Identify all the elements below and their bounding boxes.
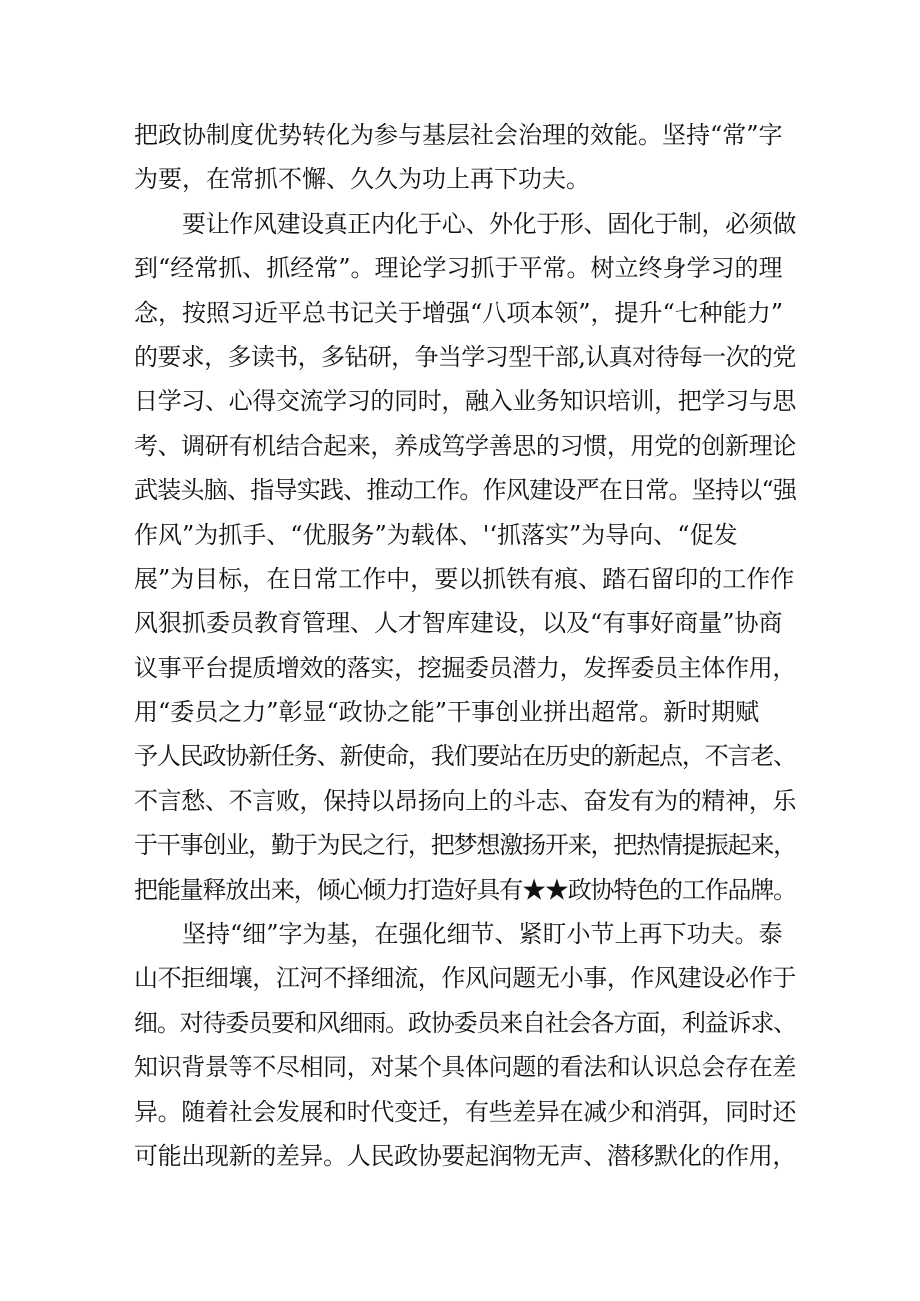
text-line: 山不拒细壤，江河不择细流，作风问题无小事，作风建设必作于 [134, 964, 796, 993]
text-line: 知识背景等不尽相同，对某个具体问题的看法和认识总会存在差 [134, 1053, 796, 1082]
text-line: 坚持“细”字为基，在强化细节、紧盯小节上再下功夫。泰 [182, 920, 783, 949]
text-line: 予人民政协新任务、新使命，我们要站在历史的新起点，不言老、 [134, 742, 796, 771]
body-text [134, 113, 796, 1178]
text-line: 把能量释放出来，倾心倾力打造好具有★★政协特色的工作品牌。 [134, 875, 796, 904]
text-line: 把政协制度优势转化为参与基层社会治理的效能。坚持“常”字 [134, 121, 783, 149]
text-line: 风狠抓委员教育管理、人才智库建设，以及“有事好商量”协商 [134, 609, 783, 638]
text-line: 议事平台提质增效的落实，挖掘委员潜力，发挥委员主体作用， [134, 653, 796, 682]
text-line: 用“委员之力”彰显“政协之能”干事创业拼出超常。新时期赋 [134, 698, 760, 727]
text-line: 细。对待委员要和风细雨。政协委员来自社会各方面，利益诉求、 [134, 1008, 796, 1037]
text-line: 的要求，多读书，多钻研，争当学习型干部,认真对待每一次的党 [134, 342, 796, 371]
text-line: 展”为目标，在日常工作中，要以抓铁有痕、踏石留印的工作作 [134, 564, 795, 593]
text-line: 异。随着社会发展和时代变迁，有些差异在减少和消弭，同时还 [134, 1097, 796, 1126]
text-line: 考、调研有机结合起来，养成笃学善思的习惯，用党的创新理论 [134, 431, 796, 460]
text-line: 为要，在常抓不懈、久久为功上再下功夫。 [134, 165, 590, 194]
text-line: 武装头脑、指导实践、推动工作。作风建设严在日常。坚持以“强 [134, 476, 797, 505]
text-line: 到“经常抓、抓经常”。理论学习抓于平常。树立终身学习的理 [134, 254, 783, 283]
text-line: 要让作风建设真正内化于心、外化于形、固化于制，必须做 [182, 209, 796, 238]
text-line: 念，按照习近平总书记关于增强“八项本领”，提升“七种能力” [134, 298, 784, 327]
text-line: 日学习、心得交流学习的同时，融入业务知识培训，把学习与思 [134, 387, 796, 416]
text-line: 作风”为抓手、“优服务”为载体、'‘抓落实”为导向、“促发 [134, 520, 738, 549]
text-line: 不言愁、不言败，保持以昂扬向上的斗志、奋发有为的精神，乐 [134, 786, 796, 815]
text-line: 于干事创业，勤于为民之行，把梦想激扬开来，把热情提振起来， [134, 831, 796, 860]
text-line: 可能出现新的差异。人民政协要起润物无声、潜移默化的作用， [134, 1141, 796, 1170]
